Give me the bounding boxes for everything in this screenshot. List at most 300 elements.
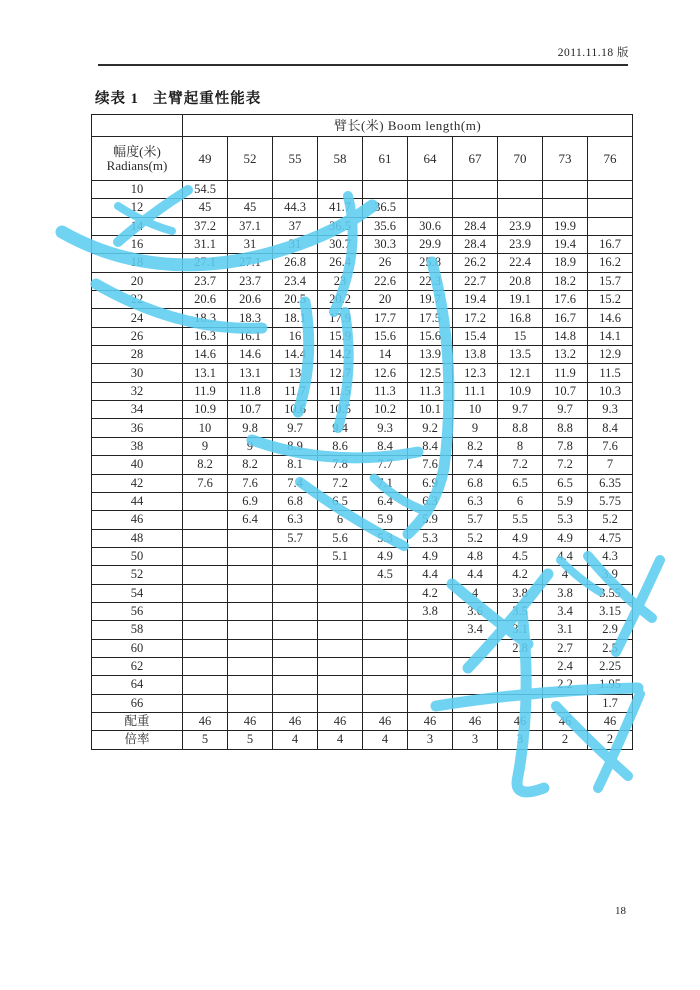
row-label-cell: 24: [92, 309, 183, 327]
value-cell: 15.7: [588, 272, 633, 290]
table-row: [92, 327, 633, 345]
value-cell: 15.4: [453, 327, 498, 345]
value-cell: 4.5: [498, 547, 543, 565]
value-cell: 4.9: [543, 529, 588, 547]
value-cell: 20.5: [273, 291, 318, 309]
value-cell: 8.9: [273, 437, 318, 455]
value-cell: 5.3: [408, 529, 453, 547]
value-cell: 7.6: [183, 474, 228, 492]
value-cell: 5.1: [318, 547, 363, 565]
value-cell: 9.8: [228, 419, 273, 437]
value-cell: [588, 217, 633, 235]
value-cell: 16: [273, 327, 318, 345]
value-cell: 35.6: [363, 217, 408, 235]
value-cell: 12.5: [408, 364, 453, 382]
value-cell: [228, 529, 273, 547]
value-cell: 23.9: [498, 217, 543, 235]
row-label-cell: 36: [92, 419, 183, 437]
value-cell: 3: [498, 731, 543, 749]
value-cell: 3.5: [498, 602, 543, 620]
value-cell: [273, 676, 318, 694]
value-cell: 3.4: [543, 602, 588, 620]
value-cell: [453, 181, 498, 199]
value-cell: 9.4: [318, 419, 363, 437]
value-cell: 28.4: [453, 217, 498, 235]
value-cell: 12.1: [498, 364, 543, 382]
value-cell: 14.8: [543, 327, 588, 345]
value-cell: [183, 529, 228, 547]
value-cell: 12.9: [588, 346, 633, 364]
value-cell: 7.2: [318, 474, 363, 492]
value-cell: 9: [228, 437, 273, 455]
value-cell: 8.8: [543, 419, 588, 437]
value-cell: 14.6: [183, 346, 228, 364]
value-cell: 15.6: [363, 327, 408, 345]
boom-length-cell: 55: [273, 137, 318, 181]
value-cell: 23.7: [228, 272, 273, 290]
value-cell: 2: [588, 731, 633, 749]
value-cell: 6.9: [408, 474, 453, 492]
table-row: [92, 694, 633, 712]
value-cell: 7.6: [408, 456, 453, 474]
value-cell: 4.2: [498, 566, 543, 584]
value-cell: 15.6: [408, 327, 453, 345]
value-cell: [183, 511, 228, 529]
value-cell: [588, 199, 633, 217]
value-cell: 27.1: [228, 254, 273, 272]
value-cell: [453, 199, 498, 217]
value-cell: 8.6: [318, 437, 363, 455]
value-cell: 37.2: [183, 217, 228, 235]
value-cell: 6.4: [363, 492, 408, 510]
table-row: [92, 309, 633, 327]
value-cell: 2.7: [543, 639, 588, 657]
row-label-cell: 22: [92, 291, 183, 309]
row-label-cell: 10: [92, 181, 183, 199]
value-cell: 6.8: [453, 474, 498, 492]
row-label-cell: 46: [92, 511, 183, 529]
value-cell: 27.1: [183, 254, 228, 272]
row-label-cell: 40: [92, 456, 183, 474]
value-cell: [588, 181, 633, 199]
value-cell: 46: [183, 712, 228, 730]
table-row: [92, 346, 633, 364]
value-cell: 4.2: [408, 584, 453, 602]
value-cell: 4: [273, 731, 318, 749]
value-cell: 22.7: [453, 272, 498, 290]
table-row: [92, 364, 633, 382]
value-cell: 9.7: [498, 401, 543, 419]
table-row: [92, 456, 633, 474]
value-cell: [363, 676, 408, 694]
value-cell: 12.6: [363, 364, 408, 382]
value-cell: 5.5: [498, 511, 543, 529]
header-rule: [98, 64, 628, 66]
value-cell: 20: [363, 291, 408, 309]
value-cell: 5: [228, 731, 273, 749]
value-cell: [183, 639, 228, 657]
load-capacity-table: [91, 114, 633, 750]
value-cell: 10: [453, 401, 498, 419]
value-cell: 8.4: [588, 419, 633, 437]
value-cell: 46: [273, 712, 318, 730]
value-cell: 2.8: [498, 639, 543, 657]
table-row: [92, 657, 633, 675]
value-cell: 6: [498, 492, 543, 510]
value-cell: [363, 639, 408, 657]
value-cell: [228, 676, 273, 694]
value-cell: 13.2: [543, 346, 588, 364]
value-cell: 46: [408, 712, 453, 730]
value-cell: [273, 181, 318, 199]
value-cell: [228, 181, 273, 199]
value-cell: 2.25: [588, 657, 633, 675]
radius-header-cell: [92, 137, 183, 181]
value-cell: 28.4: [453, 236, 498, 254]
table-row: [92, 731, 633, 749]
value-cell: [183, 657, 228, 675]
value-cell: 30.7: [318, 236, 363, 254]
value-cell: [273, 657, 318, 675]
value-cell: [318, 621, 363, 639]
boom-length-cell: 76: [588, 137, 633, 181]
value-cell: 10.6: [273, 401, 318, 419]
value-cell: 2: [543, 731, 588, 749]
row-label-cell: 26: [92, 327, 183, 345]
value-cell: [408, 621, 453, 639]
value-cell: 14.1: [588, 327, 633, 345]
row-label-cell: 倍率: [92, 731, 183, 749]
value-cell: [363, 602, 408, 620]
value-cell: 11.8: [228, 382, 273, 400]
value-cell: [498, 657, 543, 675]
value-cell: 17.6: [543, 291, 588, 309]
value-cell: 14.6: [588, 309, 633, 327]
value-cell: [318, 181, 363, 199]
value-cell: 5.3: [363, 529, 408, 547]
value-cell: 4.5: [363, 566, 408, 584]
value-cell: 8.4: [363, 437, 408, 455]
table-row: [92, 419, 633, 437]
value-cell: 4.3: [588, 547, 633, 565]
value-cell: 9.3: [588, 401, 633, 419]
value-cell: [183, 621, 228, 639]
value-cell: [363, 694, 408, 712]
table-row: [92, 291, 633, 309]
value-cell: 3: [453, 731, 498, 749]
value-cell: [498, 694, 543, 712]
row-label-cell: 18: [92, 254, 183, 272]
value-cell: 15.2: [588, 291, 633, 309]
value-cell: 5.9: [363, 511, 408, 529]
value-cell: 14.4: [273, 346, 318, 364]
value-cell: 11.5: [318, 382, 363, 400]
value-cell: 25.8: [408, 254, 453, 272]
value-cell: 30.3: [363, 236, 408, 254]
table-row: [92, 547, 633, 565]
boom-length-cell: 64: [408, 137, 453, 181]
table-row: [92, 254, 633, 272]
value-cell: [273, 547, 318, 565]
row-label-cell: 34: [92, 401, 183, 419]
value-cell: 4.9: [363, 547, 408, 565]
value-cell: 46: [453, 712, 498, 730]
value-cell: 15.9: [318, 327, 363, 345]
table-row: [92, 492, 633, 510]
row-label-cell: 50: [92, 547, 183, 565]
value-cell: 17.2: [453, 309, 498, 327]
value-cell: 9: [183, 437, 228, 455]
value-cell: 4: [318, 731, 363, 749]
value-cell: 6.5: [318, 492, 363, 510]
value-cell: 37: [273, 217, 318, 235]
value-cell: 13.1: [228, 364, 273, 382]
value-cell: 46: [588, 712, 633, 730]
value-cell: 14.2: [318, 346, 363, 364]
value-cell: 54.5: [183, 181, 228, 199]
boom-length-cell: 52: [228, 137, 273, 181]
value-cell: 4.9: [408, 547, 453, 565]
value-cell: 22.6: [363, 272, 408, 290]
corner-cell: [92, 115, 183, 137]
value-cell: 7: [588, 456, 633, 474]
value-cell: [453, 657, 498, 675]
value-cell: [408, 676, 453, 694]
value-cell: 16.7: [543, 309, 588, 327]
value-cell: [543, 199, 588, 217]
value-cell: [273, 566, 318, 584]
value-cell: 15: [498, 327, 543, 345]
value-cell: 26.4: [318, 254, 363, 272]
table-row: [92, 382, 633, 400]
value-cell: 20.6: [228, 291, 273, 309]
value-cell: [498, 199, 543, 217]
value-cell: 6.5: [498, 474, 543, 492]
value-cell: [408, 694, 453, 712]
value-cell: [273, 694, 318, 712]
value-cell: [228, 566, 273, 584]
value-cell: 4: [363, 731, 408, 749]
row-label-cell: 54: [92, 584, 183, 602]
row-label-cell: 20: [92, 272, 183, 290]
value-cell: 3.15: [588, 602, 633, 620]
value-cell: 7.6: [228, 474, 273, 492]
value-cell: 7.2: [543, 456, 588, 474]
value-cell: 17.5: [408, 309, 453, 327]
value-cell: 5: [183, 731, 228, 749]
value-cell: 3: [408, 731, 453, 749]
value-cell: 4: [453, 584, 498, 602]
value-cell: 12.3: [453, 364, 498, 382]
value-cell: [318, 566, 363, 584]
value-cell: [318, 657, 363, 675]
value-cell: 20.8: [498, 272, 543, 290]
boom-length-cell: 73: [543, 137, 588, 181]
value-cell: 7.4: [453, 456, 498, 474]
value-cell: 18.1: [273, 309, 318, 327]
value-cell: [273, 621, 318, 639]
value-cell: 4.4: [408, 566, 453, 584]
value-cell: 3.4: [453, 621, 498, 639]
value-cell: 17.9: [318, 309, 363, 327]
value-cell: 11.9: [183, 382, 228, 400]
value-cell: 4: [543, 566, 588, 584]
value-cell: 8.2: [228, 456, 273, 474]
value-cell: [498, 181, 543, 199]
value-cell: 10.1: [408, 401, 453, 419]
value-cell: 41.7: [318, 199, 363, 217]
value-cell: 18.2: [543, 272, 588, 290]
value-cell: 10.3: [588, 382, 633, 400]
boom-length-cell: 70: [498, 137, 543, 181]
value-cell: 7.8: [543, 437, 588, 455]
value-cell: 4.9: [498, 529, 543, 547]
value-cell: 6.9: [228, 492, 273, 510]
value-cell: 22.4: [498, 254, 543, 272]
value-cell: 2.9: [588, 621, 633, 639]
table-row: [92, 511, 633, 529]
value-cell: 3.9: [588, 566, 633, 584]
value-cell: 23.9: [498, 236, 543, 254]
value-cell: 3.1: [498, 621, 543, 639]
value-cell: [318, 602, 363, 620]
value-cell: 5.7: [453, 511, 498, 529]
table-row: [92, 401, 633, 419]
value-cell: 18.3: [228, 309, 273, 327]
value-cell: 12.7: [318, 364, 363, 382]
value-cell: 11.3: [363, 382, 408, 400]
value-cell: 10.9: [498, 382, 543, 400]
value-cell: 19.9: [543, 217, 588, 235]
value-cell: 3.8: [408, 602, 453, 620]
value-cell: 8.2: [183, 456, 228, 474]
value-cell: [183, 492, 228, 510]
value-cell: 14: [363, 346, 408, 364]
value-cell: 3.8: [498, 584, 543, 602]
row-label-cell: 66: [92, 694, 183, 712]
page-number: 18: [615, 905, 626, 917]
value-cell: 26.8: [273, 254, 318, 272]
value-cell: [228, 694, 273, 712]
radius-header-en: Radians(m): [106, 157, 168, 173]
value-cell: 10.2: [363, 401, 408, 419]
value-cell: 18.3: [183, 309, 228, 327]
value-cell: [543, 181, 588, 199]
value-cell: [318, 676, 363, 694]
value-cell: 18.9: [543, 254, 588, 272]
value-cell: 20.2: [318, 291, 363, 309]
value-cell: [363, 181, 408, 199]
value-cell: 2.5: [588, 639, 633, 657]
value-cell: [498, 676, 543, 694]
table-header-row-lengths: [92, 137, 633, 181]
boom-length-cell: 67: [453, 137, 498, 181]
value-cell: 9.7: [273, 419, 318, 437]
value-cell: 9.3: [363, 419, 408, 437]
value-cell: [183, 602, 228, 620]
value-cell: 4.4: [453, 566, 498, 584]
value-cell: [183, 676, 228, 694]
value-cell: [183, 694, 228, 712]
value-cell: 16.3: [183, 327, 228, 345]
value-cell: 20.6: [183, 291, 228, 309]
row-label-cell: 配重: [92, 712, 183, 730]
table-row: [92, 181, 633, 199]
value-cell: 7.6: [588, 437, 633, 455]
value-cell: 46: [543, 712, 588, 730]
value-cell: 31: [228, 236, 273, 254]
value-cell: [273, 639, 318, 657]
value-cell: 23.4: [273, 272, 318, 290]
value-cell: 1.7: [588, 694, 633, 712]
table-row: [92, 474, 633, 492]
value-cell: 3.1: [543, 621, 588, 639]
value-cell: 4.75: [588, 529, 633, 547]
value-cell: 14.6: [228, 346, 273, 364]
value-cell: 30.6: [408, 217, 453, 235]
value-cell: 16.1: [228, 327, 273, 345]
row-label-cell: 56: [92, 602, 183, 620]
row-label-cell: 16: [92, 236, 183, 254]
value-cell: 5.7: [273, 529, 318, 547]
value-cell: 13: [273, 364, 318, 382]
value-cell: 13.9: [408, 346, 453, 364]
value-cell: 11.7: [273, 382, 318, 400]
value-cell: 45: [228, 199, 273, 217]
value-cell: 29.9: [408, 236, 453, 254]
value-cell: 6: [318, 511, 363, 529]
value-cell: 19.4: [543, 236, 588, 254]
value-cell: [273, 602, 318, 620]
boom-length-header: 臂长(米) Boom length(m): [183, 115, 633, 137]
value-cell: 19.4: [453, 291, 498, 309]
value-cell: 8.2: [453, 437, 498, 455]
table-row: [92, 236, 633, 254]
value-cell: 46: [318, 712, 363, 730]
value-cell: [228, 657, 273, 675]
value-cell: 13.8: [453, 346, 498, 364]
radius-header-cn: 幅度(米): [113, 143, 161, 159]
value-cell: 22.3: [408, 272, 453, 290]
value-cell: 7.8: [318, 456, 363, 474]
value-cell: [318, 639, 363, 657]
value-cell: [228, 602, 273, 620]
value-cell: [183, 566, 228, 584]
value-cell: 13.1: [183, 364, 228, 382]
value-cell: 45: [183, 199, 228, 217]
value-cell: 26: [363, 254, 408, 272]
value-cell: 10.9: [183, 401, 228, 419]
value-cell: [408, 199, 453, 217]
boom-length-cell: 61: [363, 137, 408, 181]
value-cell: 2.4: [543, 657, 588, 675]
value-cell: 31: [273, 236, 318, 254]
row-label-cell: 28: [92, 346, 183, 364]
value-cell: 44.3: [273, 199, 318, 217]
page-title: 续表 1 主臂起重性能表: [95, 91, 262, 107]
value-cell: 5.3: [543, 511, 588, 529]
table-row: [92, 272, 633, 290]
value-cell: [453, 639, 498, 657]
value-cell: 16.2: [588, 254, 633, 272]
value-cell: 46: [498, 712, 543, 730]
value-cell: [228, 621, 273, 639]
value-cell: 11.5: [588, 364, 633, 382]
value-cell: [543, 694, 588, 712]
value-cell: [183, 547, 228, 565]
table-row: [92, 602, 633, 620]
boom-length-cell: 49: [183, 137, 228, 181]
